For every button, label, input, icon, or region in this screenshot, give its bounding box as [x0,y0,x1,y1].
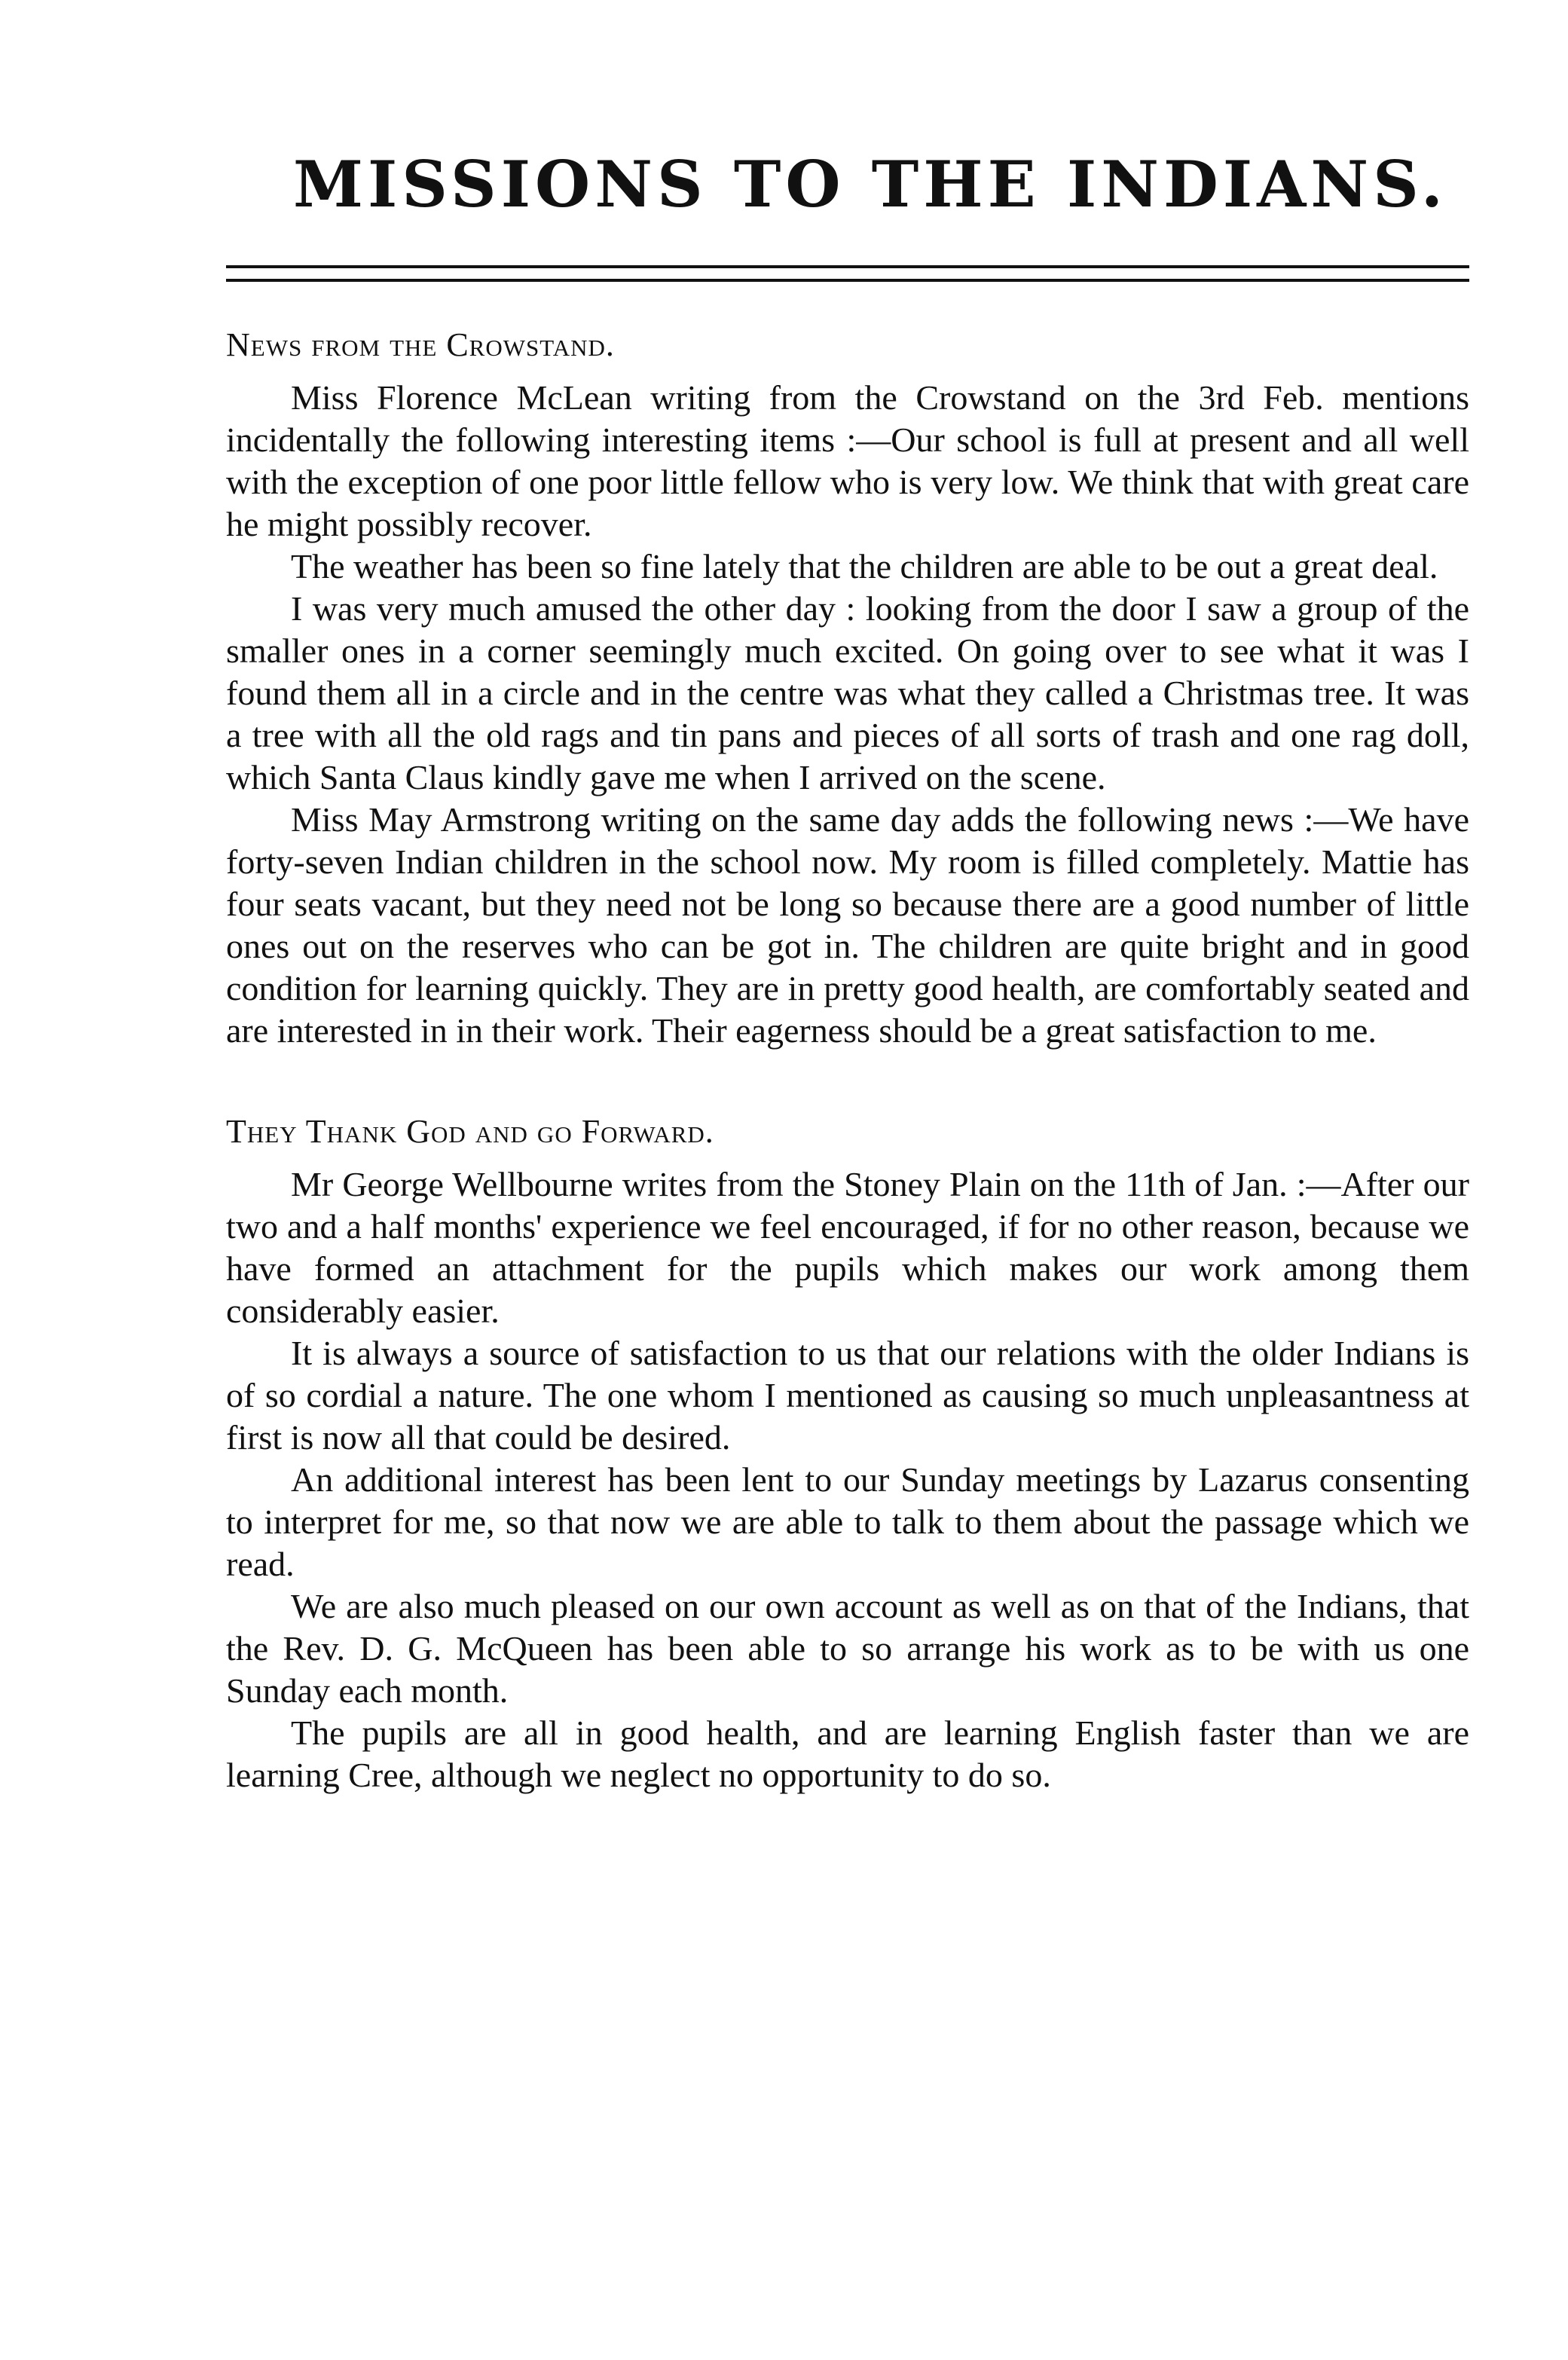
paragraph: Mr George Wellbourne writes from the Stoney Plain on the 11th of Jan. :—After our two and a half months' experience we feel encouraged, if for no other reason, because we have formed an attachment for the pupils which makes our work among them considerably easier. [226,1165,1469,1330]
section-heading: News from the Crowstand. [226,326,615,363]
paragraph: It is always a source of satisfaction to us that our relations with the older Indians is of so cordial a nature. The one whom I mentioned as causing so much unpleasantness at first is now all that could be desired. [226,1334,1469,1457]
paragraph: The pupils are all in good health, and are learning English faster than we are learning Cree, although we neglect no opportunity to do so. [226,1713,1469,1794]
double-rule-divider [226,265,1469,282]
paragraph: We are also much pleased on our own account as well as on that of the Indians, that the Rev. D. G. McQueen has been able to so arrange his work as to be with us one Sunday each month. [226,1587,1469,1710]
paragraph: An additional interest has been lent to our Sunday meetings by Lazarus consenting to interpret for me, so that now we are able to talk to them about the passage which we read. [226,1460,1469,1583]
section-thank-god [226,1111,1469,1796]
paragraph: The weather has been so fine lately that the children are able to be out a great deal. [291,547,1438,585]
page [226,143,1469,1796]
masthead-title: MISSIONS TO THE INDIANS. [292,147,1448,222]
paragraph: I was very much amused the other day : looking from the door I saw a group of the smaller ones in a corner seemingly much excited. On going over to see what it was I found them all in a circle and in the centre was what they called a Christmas tree. It was a tree with all the old rags and tin pans and pieces of all sorts of trash and one rag doll, which Santa Claus kindly gave me when I arrived on the scene. [226,589,1469,796]
section-heading: They Thank God and go Forward. [226,1113,714,1150]
paragraph: Miss May Armstrong writing on the same day adds the following news :—We have forty-seven Indian children in the school now. My room is filled completely. Mattie has four seats vacant, but they need not be long so because there are a good number of little ones out on the reserves who can be got in. The children are quite bright and in good condition for learning quickly. They are in pretty good health, are comfortably seated and are interested in in their work. Their eagerness should be a great satisfaction to me. [226,800,1469,1050]
paragraph: Miss Florence McLean writing from the Crowstand on the 3rd Feb. mentions incidentally the following interesting items :—Our school is full at present and all well with the exception of one poor little fellow who is very low. We think that with great care he might possibly recover. [226,378,1469,543]
section-crowstand [226,324,1469,1052]
